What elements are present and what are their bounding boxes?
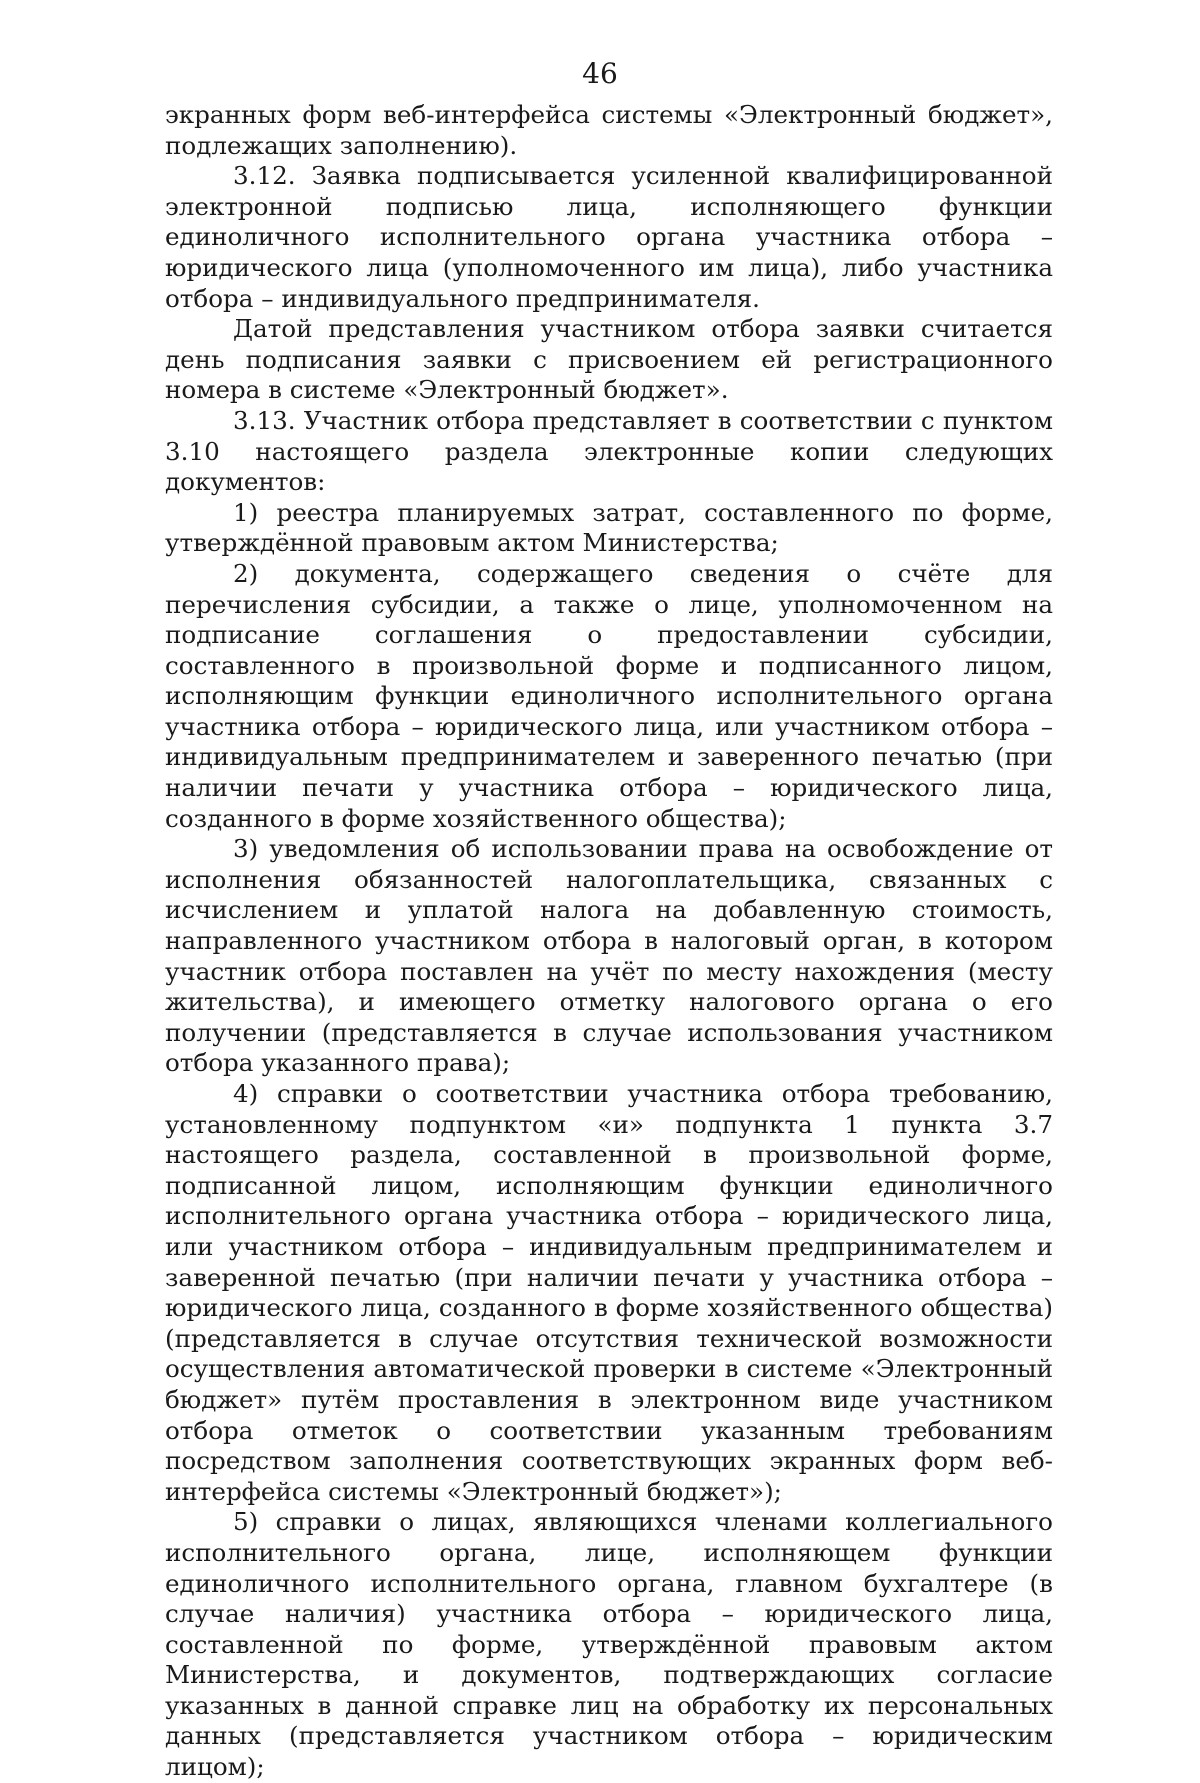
paragraph-continuation: экранных форм веб-интерфейса системы «Электронный бюджет», подлежащих заполнению). — [165, 100, 1053, 160]
list-item-1: 1) реестра планируемых затрат, составленного по форме, утверждённой правовым актом Министерства; — [165, 497, 1053, 558]
list-item-2: 2) документа, содержащего сведения о счёте для перечисления субсидии, а также о лице, уполномоченном на подписание соглашения о предоставлении субсидии, составленного в произвольной форме и подписанного лицом, исполняющим функции единоличного исполнительного органа участника отбора – юридического лица, или участником отбора – индивидуальным предпринимателем и заверенного печатью (при наличии печати у участника отбора – юридического лица, созданного в форме хозяйственного общества); — [165, 558, 1053, 833]
page-number: 46 — [582, 57, 618, 90]
list-item-5: 5) справки о лицах, являющихся членами коллегиального исполнительного органа, лице, исполняющем функции единоличного исполнительного органа, главном бухгалтере (в случае наличия) участника отбора – юридического лица, составленной по форме, утверждённой правовым актом Министерства, и документов, подтверждающих согласие указанных в данной справке лиц на обработку их персональных данных (представляется участником отбора – юридическим лицом); — [165, 1507, 1053, 1782]
paragraph-3-13: 3.13. Участник отбора представляет в соответствии с пунктом 3.10 настоящего раздела электронные копии следующих документов: — [165, 405, 1053, 497]
document-text — [165, 100, 1053, 1783]
paragraph-submission-date: Датой представления участником отбора заявки считается день подписания заявки с присвоением ей регистрационного номера в системе «Электронный бюджет». — [165, 314, 1053, 405]
paragraph-3-12: 3.12. Заявка подписывается усиленной квалифицированной электронной подписью лица, исполняющего функции единоличного исполнительного органа участника отбора – юридического лица (уполномоченного им лица), либо участника отбора – индивидуального предпринимателя. — [165, 161, 1053, 313]
list-item-3: 3) уведомления об использовании права на освобождение от исполнения обязанностей налогоплательщика, связанных с исчислением и уплатой налога на добавленную стоимость, направленного участником отбора в налоговый орган, в котором участник отбора поставлен на учёт по месту нахождения (месту жительства), и имеющего отметку налогового органа о его получении (представляется в случае использования участником отбора указанного права); — [165, 834, 1053, 1078]
list-item-4: 4) справки о соответствии участника отбора требованию, установленному подпунктом «и» подпункта 1 пункта 3.7 настоящего раздела, составленной в произвольной форме, подписанной лицом, исполняющим функции единоличного исполнительного органа участника отбора – юридического лица, или участником отбора – индивидуальным предпринимателем и заверенной печатью (при наличии печати у участника отбора – юридического лица, созданного в форме хозяйственного общества) (представляется в случае отсутствия технической возможности осуществления автоматической проверки в системе «Электронный бюджет» путём проставления в электронном виде участником отбора отметок о соответствии указанным требованиям посредством заполнения соответствующих экранных форм веб-интерфейса системы «Электронный бюджет»); — [165, 1079, 1053, 1506]
